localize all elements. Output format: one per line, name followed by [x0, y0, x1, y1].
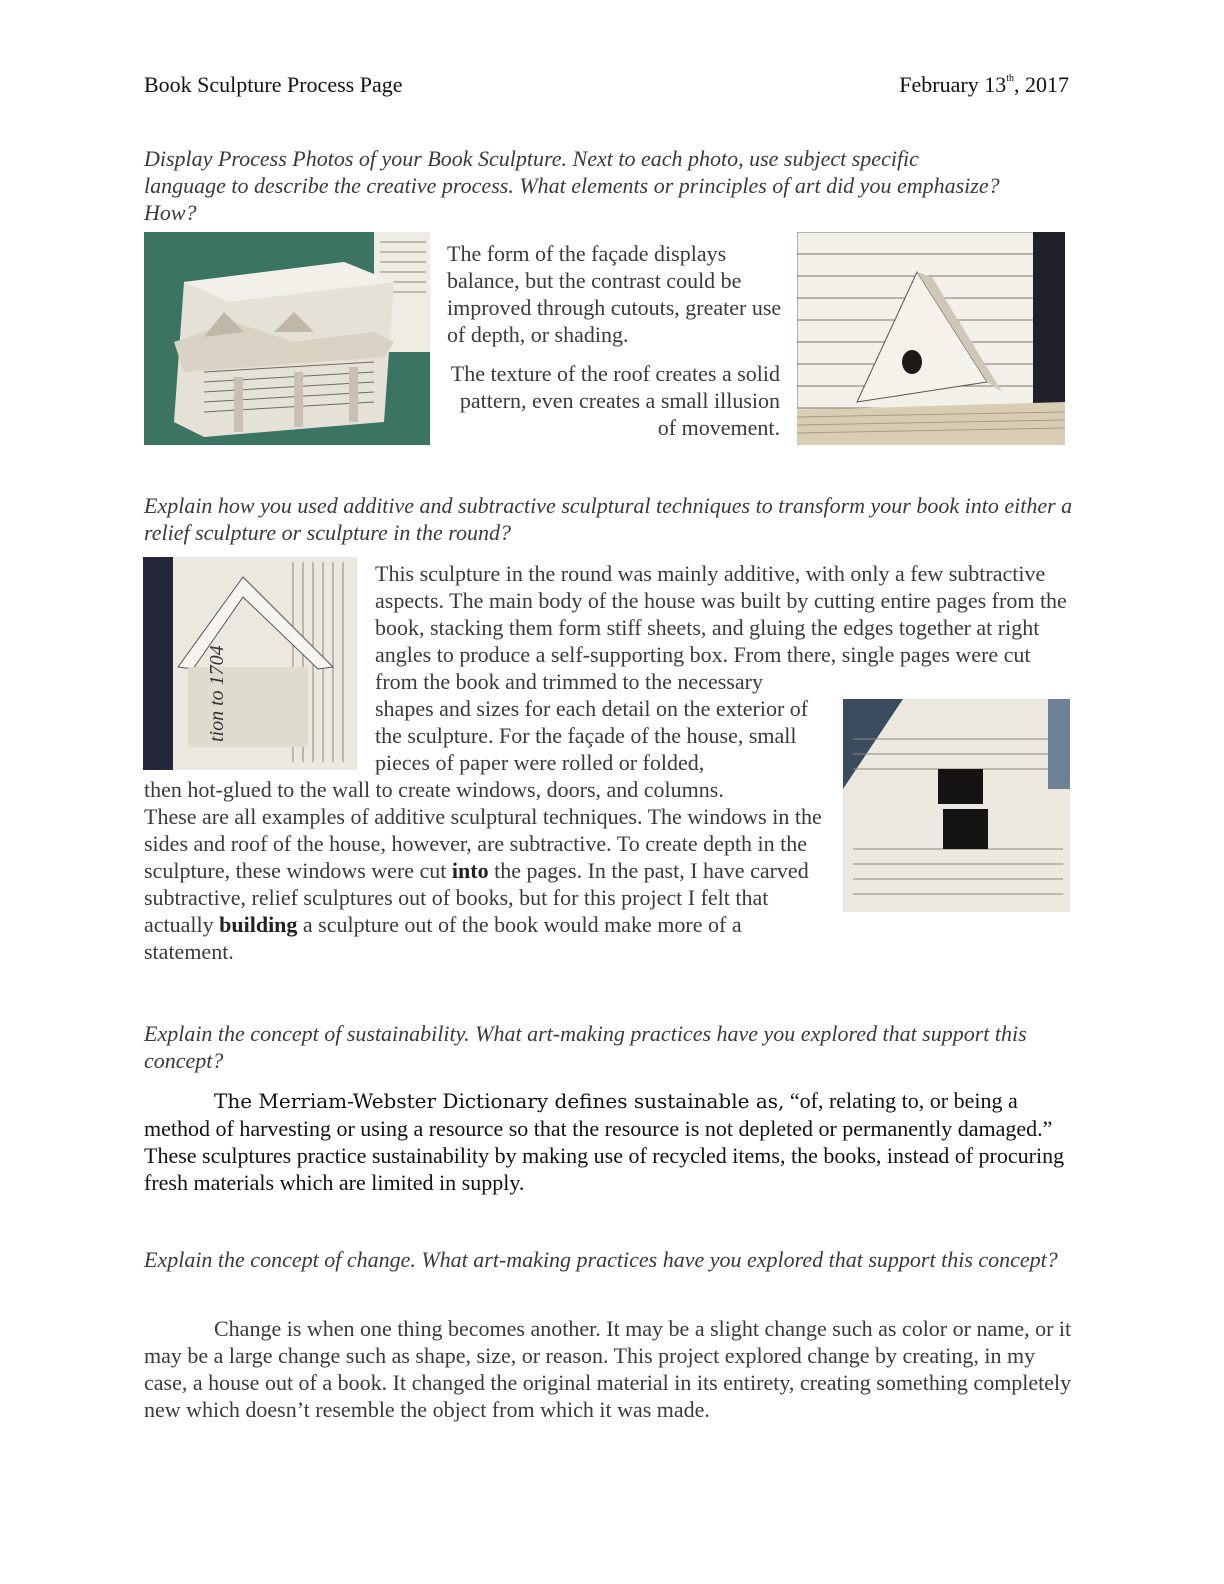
section1-prompt: Display Process Photos of your Book Sculpture. Next to each photo, use subject specific language to describe the creative process. What elements or principles of art did you emphasize? How?	[144, 146, 1000, 225]
date-suffix: th	[1006, 73, 1014, 84]
spine-text: tion to 1704	[206, 645, 228, 742]
house-side-photo	[843, 699, 1070, 912]
narrow-text-a: These are all examples of additive sculptural techniques. The windows in the sides and roof of the house, however, are subtractive. To create depth in the sculpture, these windows were cut	[144, 804, 822, 883]
section2-paragraph-wide: then hot-glued to the wall to create windows, doors, and columns.	[144, 777, 724, 802]
emphasis-into: into	[451, 858, 489, 883]
change-text: Change is when one thing becomes another. It may be a slight change such as color or name, or it may be a large change such as shape, size, or reason. This project explored change by creating, in my case, a house out of a book. It changed the original material in its entirety, creating something completely new which doesn’t resemble the object from which it was made.	[144, 1316, 1072, 1422]
definition-intro: The Merriam-Webster Dictionary defines sustainable as,	[214, 1089, 785, 1113]
date-year: , 2017	[1014, 72, 1069, 97]
page-title: Book Sculpture Process Page	[144, 72, 403, 97]
narrow-text-c: a sculpture out of the book would make more of a statement.	[144, 912, 742, 964]
section3-paragraph	[144, 1087, 1069, 1196]
narrow-text-b: the pages. In the past, I have carved subtractive, relief sculptures out of books, but for this project I felt that actually	[144, 858, 809, 937]
section2-paragraph-narrow	[144, 803, 824, 965]
facade-caption: The form of the façade displays balance, but the contrast could be improved through cutouts, greater use of depth, or shading.	[447, 241, 782, 347]
section2-paragraph-mid: shapes and sizes for each detail on the exterior of the sculpture. For the façade of the house, small pieces of paper were rolled or folded,	[375, 696, 809, 775]
roof-caption: The texture of the roof creates a solid pattern, even creates a small illusion of movement.	[450, 361, 780, 440]
section3-prompt: Explain the concept of sustainability. What art-making practices have you explored that support this concept?	[144, 1021, 1027, 1073]
section4-prompt: Explain the concept of change. What art-making practices have you explored that support this concept?	[144, 1247, 1058, 1272]
section2-prompt: Explain how you used additive and subtractive sculptural techniques to transform your book into either a relief sculpture or sculpture in the round?	[144, 493, 1073, 545]
roof-photo	[797, 232, 1065, 445]
page-date	[899, 72, 1069, 98]
roof-closeup-photo	[143, 557, 357, 770]
section2-paragraph-top: This sculpture in the round was mainly additive, with only a few subtractive aspects. The main body of the house was built by cutting entire pages from the book, stacking them form stiff sheets, and gluing the edges together at right angles to produce a self-supporting box. From there, single pages were cut from the book and trimmed to the necessary	[375, 561, 1067, 694]
definition-text: “of, relating to, or being a method of harvesting or using a resource so that the resource is not depleted or permanently damaged.” These sculptures practice sustainability by making use of recycled items, the books, instead of procuring fresh materials which are limited in supply.	[144, 1088, 1065, 1195]
facade-photo	[144, 232, 430, 445]
date-main: February 13	[899, 72, 1007, 97]
section4-paragraph	[144, 1315, 1074, 1423]
emphasis-building: building	[219, 912, 298, 937]
